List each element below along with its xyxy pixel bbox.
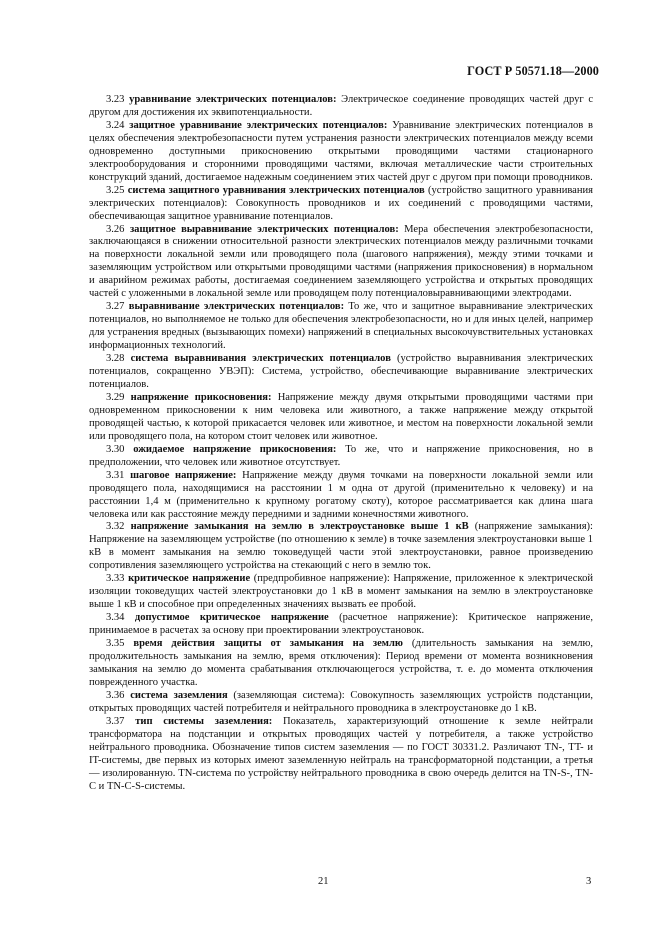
defined-term: напряжение замыкания на землю в электроустановке выше 1 кВ	[130, 521, 469, 533]
defined-term: допустимое критическое напряжение	[134, 612, 329, 624]
definition-text: Напряжение между двумя открытыми проводящими частями при одновременном прикосновении к ним человека или животного, а также напряжение между открытой проводящей частью, к которой прикасается человек или животное, и местом на поверхности локальной земли или проводящего пола, на котором стоит человек или животное.	[89, 391, 593, 442]
definition-text: Показатель, характеризующий отношение к земле нейтрали трансформатора на подстанции и открытых проводящих частей у потребителя, а также устройство нейтрального проводника. Обозначение типов систем заземления — по ГОСТ 30331.2. Различают TN-, TT- и IT-системы, две первых из которых имеют заземленную нейтраль на трансформаторной подстанции, а третья — изолированную. TN-система по устройству нейтрального проводника в свою очередь делится на TN-S-, TN-C и TN-C-S-системы.	[89, 715, 593, 792]
defined-term: защитное выравнивание электрических потенциалов:	[129, 223, 399, 235]
definition-text: (устройство защитного уравнивания электрических потенциалов): Совокупность проводников и их соединений с проводящими частями, обеспечивающая защитное уравнивание потенциалов.	[89, 184, 593, 222]
definition-3-30	[89, 444, 593, 470]
definition-3-23	[89, 94, 593, 120]
clause-number: 3.35	[106, 638, 125, 650]
definition-3-26	[89, 224, 593, 302]
defined-term: система защитного уравнивания электрических потенциалов	[127, 184, 425, 196]
definition-3-36	[89, 690, 593, 716]
definition-3-29	[89, 392, 593, 444]
defined-term: шаговое напряжение:	[130, 469, 237, 481]
page-number: 21	[318, 876, 329, 887]
definitions-body	[89, 94, 593, 793]
defined-term: система выравнивания электрических потенциалов	[130, 353, 391, 365]
defined-term: тип системы заземления:	[135, 715, 273, 727]
clause-number: 3.24	[106, 119, 125, 131]
clause-number: 3.23	[106, 94, 125, 105]
clause-number: 3.33	[106, 573, 125, 585]
definition-text: (заземляющая система): Совокупность заземляющих устройств подстанции, открытых проводящих частей потребителя и нейтрального проводника в электроустановке до 1 кВ.	[89, 689, 594, 714]
defined-term: выравнивание электрических потенциалов:	[128, 301, 345, 313]
defined-term: напряжение прикосновения:	[130, 391, 272, 403]
definition-3-24	[89, 120, 593, 185]
definition-text: (устройство выравнивания электрических потенциалов, сокращенно УВЭП): Система, устройство, обеспечивающие выравнивание электрических потенциалов.	[89, 353, 593, 390]
clause-number: 3.36	[106, 689, 125, 701]
defined-term: время действия защиты от замыкания на землю	[133, 638, 403, 650]
clause-number: 3.30	[106, 443, 125, 455]
definition-text: Мера обеспечения электробезопасности, заключающаяся в снижении относительной разности электрических потенциалов между различными точками на поверхности локальной земли или проводящего пола (шагового напряжения), между этими точками и заземляющим устройством или открытыми проводящими частями (напряжения прикосновения) в нормальном и аварийном режимах работы, достигаемая соединением заземляющего устройства и открытых проводящих частей с уложенными в локальной земле или проводящем полу потенциаловыравнивающими электродами.	[89, 223, 594, 300]
clause-number: 3.27	[106, 301, 125, 313]
defined-term: защитное уравнивание электрических потенциалов:	[129, 119, 388, 131]
definition-3-33	[89, 573, 593, 612]
clause-number: 3.29	[106, 391, 125, 403]
clause-number: 3.34	[106, 612, 125, 624]
clause-number: 3.37	[106, 715, 125, 727]
clause-number: 3.31	[106, 469, 125, 481]
defined-term: уравнивание электрических потенциалов:	[129, 94, 337, 105]
definition-text: (расчетное напряжение): Критическое напряжение, принимаемое в расчетах за основу при проектировании электроустановок.	[89, 612, 594, 637]
definition-3-27	[89, 301, 593, 353]
clause-number: 3.28	[106, 353, 125, 365]
definition-3-35	[89, 638, 593, 690]
definition-3-28	[89, 353, 593, 392]
definition-3-25	[89, 185, 593, 224]
clause-number: 3.26	[106, 223, 125, 235]
definition-text: (предпробивное напряжение): Напряжение, приложенное к электрической изоляции токоведущих частей электроустановки до 1 кВ в момент замыкания на землю в электроустановке выше 1 кВ и способное при определенных значениях вызвать ее пробой.	[89, 573, 593, 611]
definition-text: То же, что и напряжение прикосновения, но в предположении, что человек или животное отсутствует.	[89, 443, 593, 468]
clause-number: 3.25	[106, 184, 125, 196]
definition-text: (напряжение замыкания): Напряжение на заземляющем устройстве (по отношению к земле) в точке заземления электроустановки выше 1 кВ в момент замыкания на землю токоведущей части этой электроустановки, равное произведению сопротивления заземляющего устройства на стекающий с него в землю ток.	[89, 521, 593, 572]
definition-text: Электрическое соединение проводящих частей друг с другом для достижения их эквипотенциальности.	[89, 94, 594, 118]
standard-code-header: ГОСТ Р 50571.18—2000	[467, 64, 599, 78]
definition-text: Уравнивание электрических потенциалов в целях обеспечения электробезопасности путем устранения разности электрических потенциалов между всеми одновременно доступными прикосновению открытыми проводящими частями стационарного электрооборудования и сторонними проводящими частями, включая металлические части строительных конструкций зданий, достигаемое надежным соединением этих частей друг с другом при помощи проводников.	[89, 119, 593, 183]
definition-text: Напряжение между двумя точками на поверхности локальной земли или проводящего пола, находящимися на расстоянии 1 м одна от другой (применительно к человеку) и на расстоянии 1,4 м (применительно к крупному рогатому скоту), которое рассматривается как длина шага человека или как расстояние между передними и задними конечностями животного.	[89, 469, 593, 520]
defined-term: критическое напряжение	[128, 573, 251, 585]
defined-term: система заземления	[130, 689, 228, 701]
defined-term: ожидаемое напряжение прикосновения:	[133, 443, 337, 455]
definition-text: То же, что и защитное выравнивание электрических потенциалов, но выполняемое не только для обеспечения электробезопасности, но и для иных целей, например для устранения вредных (вызывающих помехи) напряжений в специальных высокочувствительных установках информационных технологий.	[89, 301, 593, 352]
definition-3-37	[89, 716, 593, 794]
definition-3-34	[89, 612, 593, 638]
definition-3-31	[89, 470, 593, 522]
definition-3-32	[89, 521, 593, 573]
clause-number: 3.32	[106, 521, 125, 533]
sheet-number: 3	[586, 876, 592, 887]
definition-text: (длительность замыкания на землю, продолжительность замыкания на землю, время отключения): Период времени от момента возникновения замыкания на землю до момента срабатывания отключающегося устройства, т. е. до момента отключения поврежденного участка.	[89, 638, 594, 688]
